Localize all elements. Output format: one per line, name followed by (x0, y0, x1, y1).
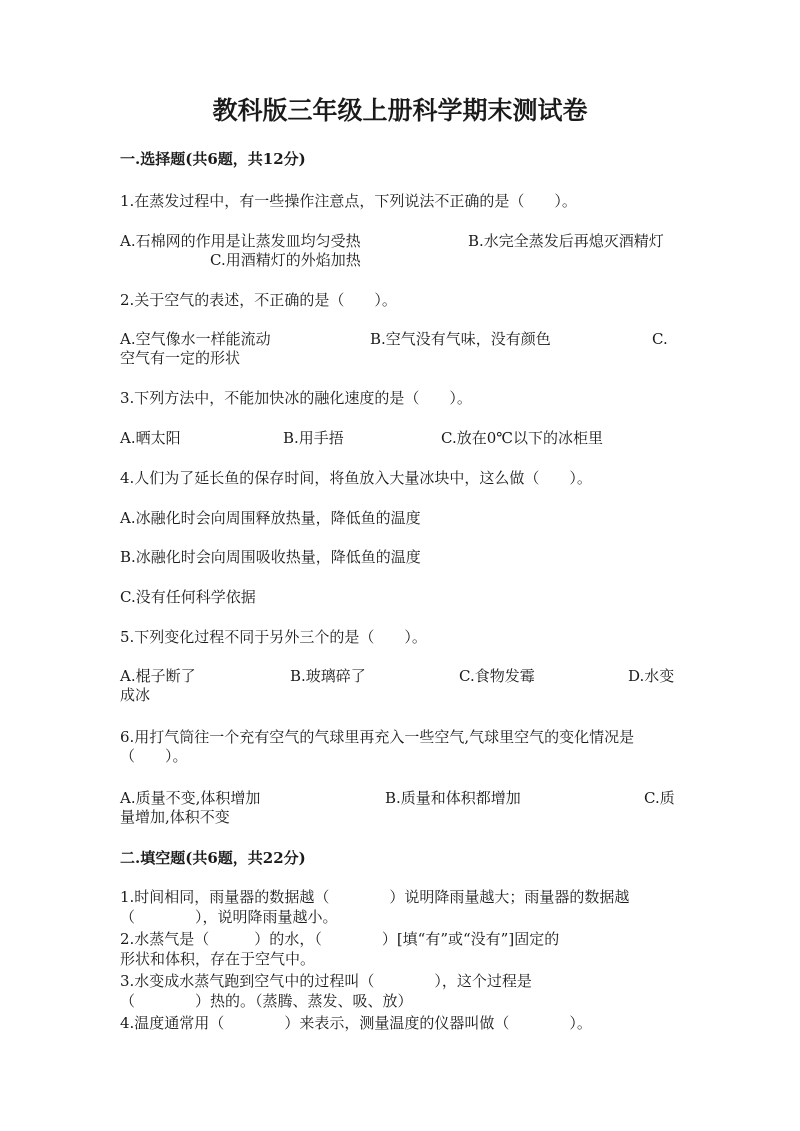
fill-4-line1: 4.温度通常用（ ）来表示，测量温度的仪器叫做（ ）。 (120, 1014, 592, 1032)
question-4-option-a: A.冰融化时会向周围释放热量，降低鱼的温度 (120, 509, 421, 527)
question-1-option-c: C.用酒精灯的外焰加热 (210, 251, 361, 269)
question-5-option-d-label: D.水变 (628, 667, 675, 685)
question-1-stem: 1.在蒸发过程中，有一些操作注意点，下列说法不正确的是（ ）。 (120, 192, 577, 210)
question-3-option-c: C.放在0℃以下的冰柜里 (441, 429, 604, 447)
question-6-stem-line1: 6.用打气筒往一个充有空气的气球里再充入一些空气,气球里空气的变化情况是 (120, 728, 635, 746)
question-5-option-c: C.食物发霉 (459, 667, 535, 685)
question-2-option-a: A.空气像水一样能流动 (120, 330, 271, 348)
question-3-option-b: B.用手捂 (283, 429, 344, 447)
fill-1-line2: （ ），说明降雨量越小。 (120, 908, 338, 926)
question-2-option-c-text: 空气有一定的形状 (120, 349, 241, 367)
question-6-option-c-text: 量增加,体积不变 (120, 808, 230, 826)
question-5-option-a: A.棍子断了 (120, 667, 196, 685)
question-4-option-c: C.没有任何科学依据 (120, 588, 256, 606)
fill-2-line2: 形状和体积，存在于空气中。 (120, 950, 316, 968)
question-6-option-c-label: C.质 (644, 789, 675, 807)
question-5-option-d-text: 成冰 (120, 686, 151, 704)
question-1-option-b: B.水完全蒸发后再熄灭酒精灯 (468, 232, 664, 250)
fill-3-line1: 3.水变成水蒸气跑到空气中的过程叫（ ），这个过程是 (120, 972, 532, 990)
section-heading-fill: 二.填空题(共6题，共22分) (120, 849, 306, 867)
fill-1-line1: 1.时间相同，雨量器的数据越（ ）说明降雨量越大；雨量器的数据越 (120, 888, 630, 906)
question-4-option-b: B.冰融化时会向周围吸收热量，降低鱼的温度 (120, 548, 421, 566)
page-title: 教科版三年级上册科学期末测试卷 (212, 96, 588, 125)
question-3-stem: 3.下列方法中，不能加快冰的融化速度的是（ ）。 (120, 389, 472, 407)
question-1-option-a: A.石棉网的作用是让蒸发皿均匀受热 (120, 232, 361, 250)
fill-2-line1: 2.水蒸气是（ ）的水，（ ）[填“有”或“没有”]固定的 (120, 930, 560, 948)
question-3-option-a: A.晒太阳 (120, 429, 181, 447)
section-heading-choice: 一.选择题(共6题，共12分) (120, 150, 306, 168)
question-6-stem-line2: （ ）。 (120, 747, 188, 765)
question-4-stem: 4.人们为了延长鱼的保存时间，将鱼放入大量冰块中，这么做（ ）。 (120, 469, 592, 487)
fill-3-line2: （ ）热的。（蒸腾、蒸发、吸、放） (120, 992, 413, 1010)
question-2-option-c-label: C. (652, 330, 668, 348)
question-2-stem: 2.关于空气的表述，不正确的是（ ）。 (120, 291, 397, 309)
question-5-stem: 5.下列变化过程不同于另外三个的是（ ）。 (120, 628, 427, 646)
question-5-option-b: B.玻璃碎了 (290, 667, 366, 685)
question-2-option-b: B.空气没有气味，没有颜色 (370, 330, 551, 348)
question-6-option-a: A.质量不变,体积增加 (120, 789, 261, 807)
question-6-option-b: B.质量和体积都增加 (385, 789, 521, 807)
